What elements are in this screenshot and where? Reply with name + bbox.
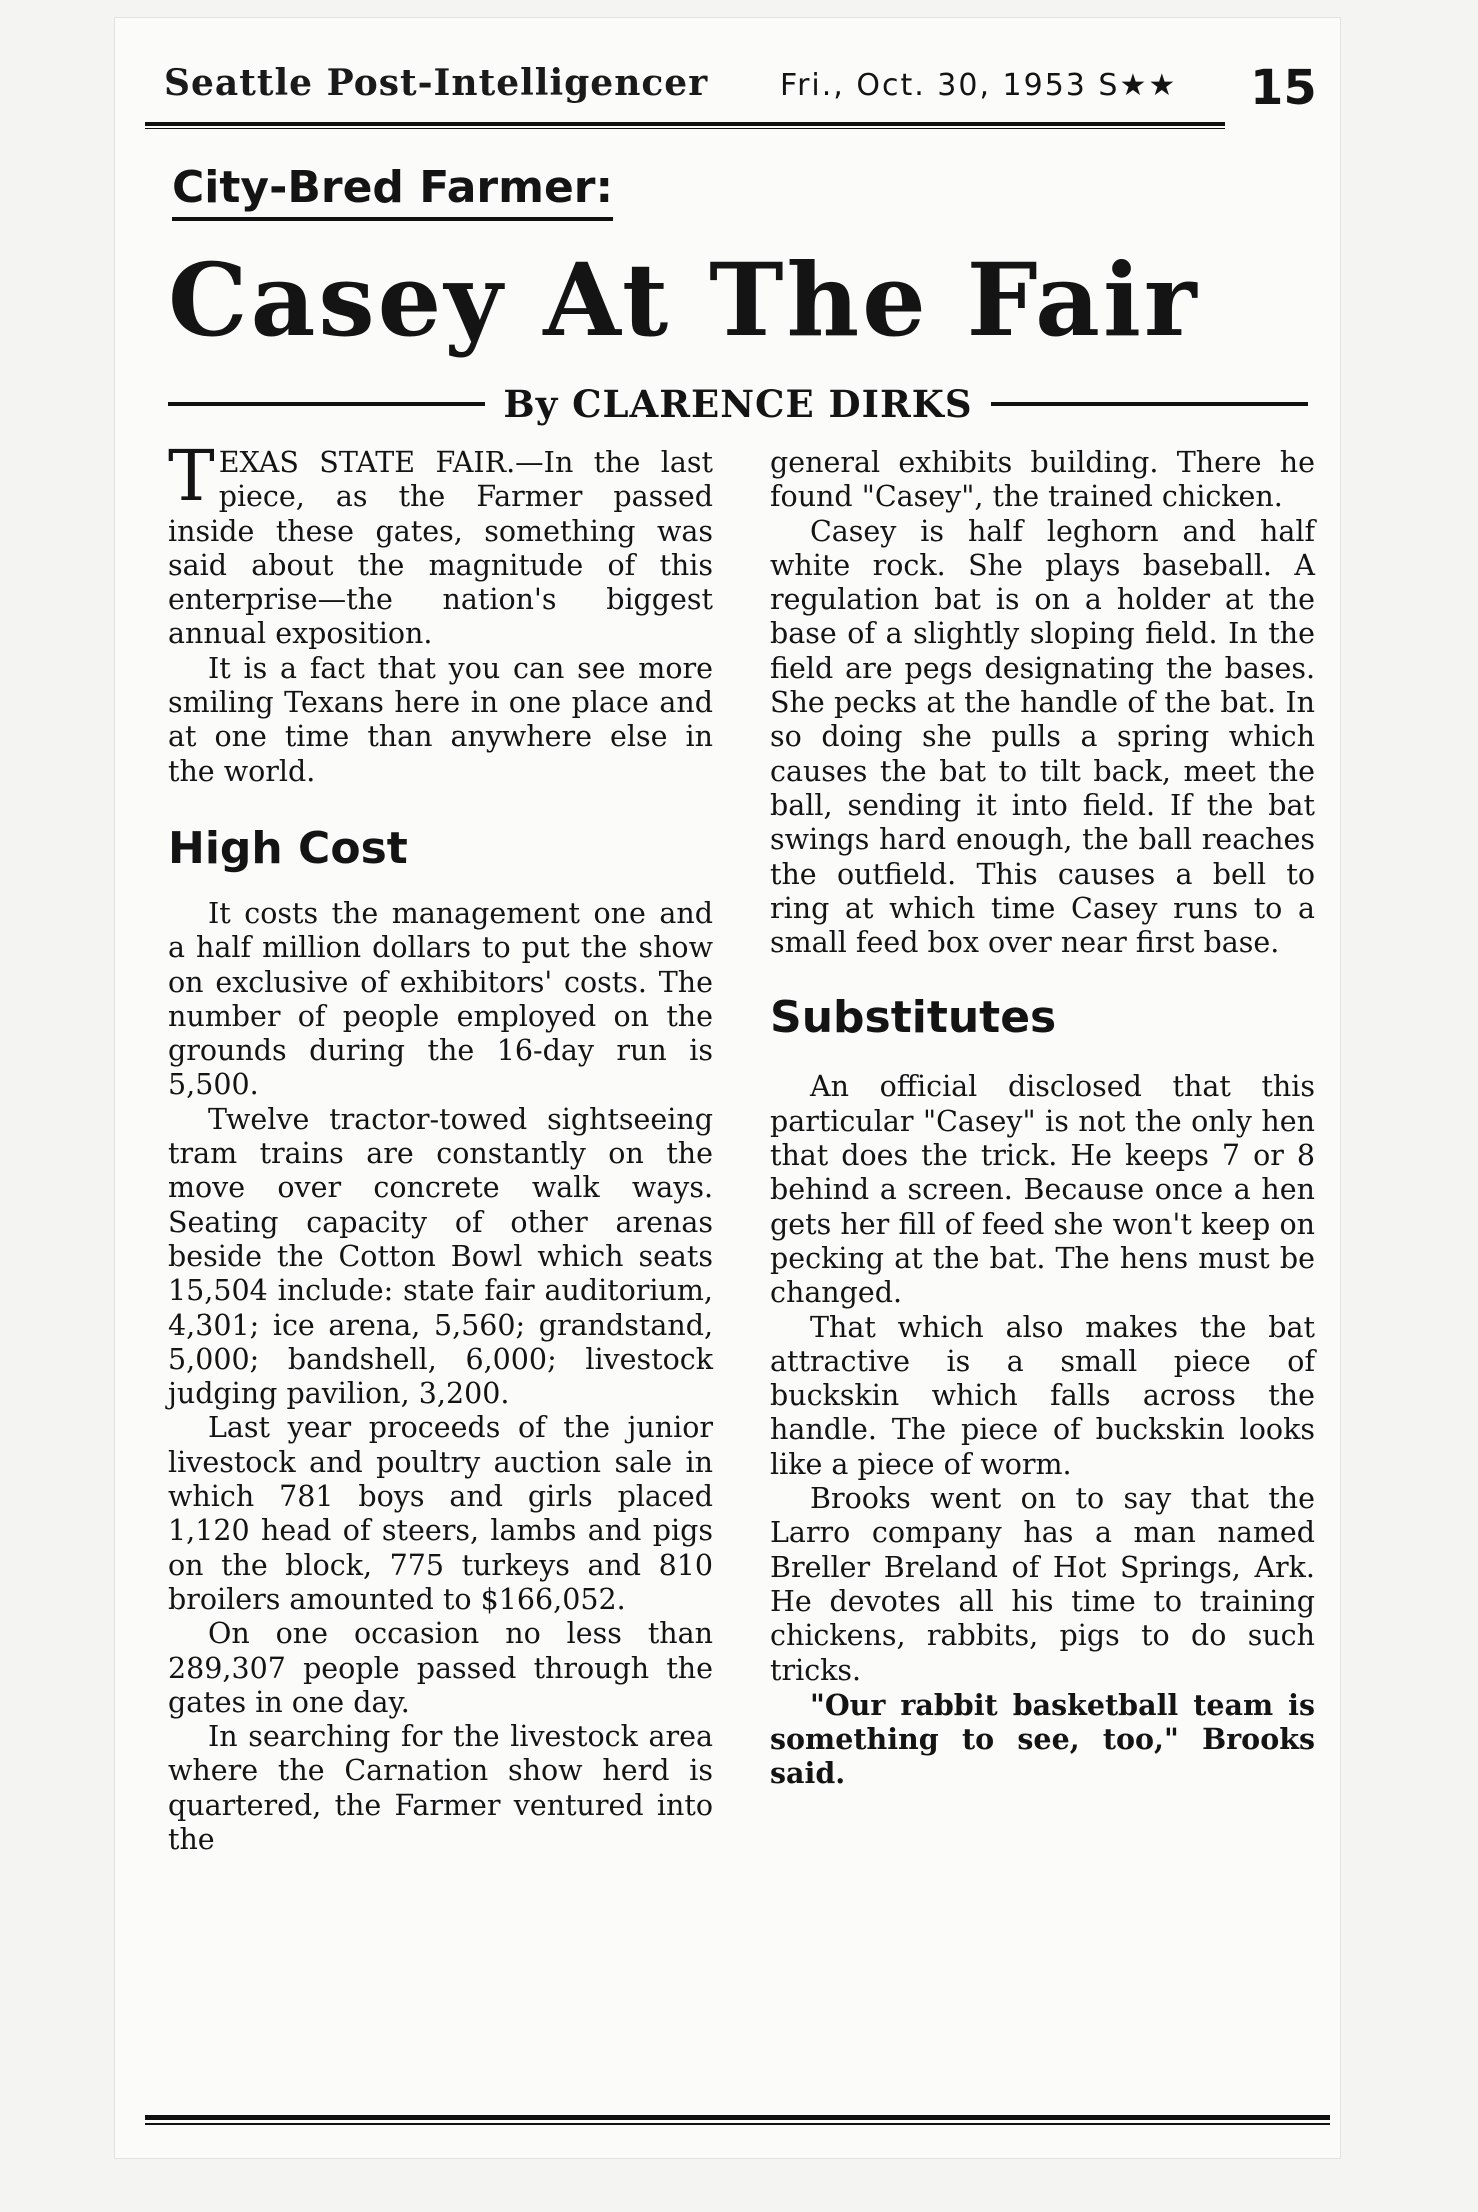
paragraph: It is a fact that you can see more smiling Texans here in one place and at one time than anywhere else in the world. bbox=[168, 651, 713, 788]
paragraph: In searching for the livestock area where the Carnation show herd is quartered, the Farmer ventured into the bbox=[168, 1720, 713, 1856]
bottom-rule bbox=[145, 2115, 1330, 2125]
paragraph: On one occasion no less than 289,307 people passed through the gates in one day. bbox=[168, 1617, 713, 1719]
closing-quote: "Our rabbit basketball team is something to see, too," Brooks said. bbox=[770, 1687, 1315, 1791]
newspaper-name: Seattle Post-Intelligencer bbox=[164, 62, 709, 104]
article-headline: Casey At The Fair bbox=[168, 241, 1200, 359]
byline-rule-right bbox=[991, 402, 1308, 406]
paragraph: general exhibits building. There he found "Casey", the trained chicken. bbox=[770, 446, 1315, 514]
article-column-left bbox=[168, 435, 713, 1857]
drop-cap: T bbox=[168, 435, 215, 517]
masthead-rule bbox=[145, 122, 1225, 129]
masthead bbox=[160, 58, 1317, 118]
subhead-substitutes: Substitutes bbox=[770, 992, 1057, 1044]
paragraph: That which also makes the bat attractive is a small piece of buckskin which falls across the handle. The piece of buckskin looks like a piece of worm. bbox=[770, 1310, 1315, 1481]
paragraph: Brooks went on to say that the Larro company has a man named Breller Breland of Hot Springs, Ark. He devotes all his time to training chickens, rabbits, pigs to do such tricks. bbox=[770, 1482, 1315, 1687]
byline-rule-left bbox=[168, 402, 485, 406]
paragraph: It costs the management one and a half million dollars to put the show on exclusive of exhibitors' costs. The number of people employed on the grounds during the 16-day run is 5,500. bbox=[168, 896, 713, 1102]
dateline: Fri., Oct. 30, 1953 S★★ bbox=[780, 68, 1178, 103]
article-kicker: City-Bred Farmer: bbox=[172, 162, 613, 221]
paragraph: Twelve tractor-towed sightseeing tram trains are constantly on the move over concrete walk ways. Seating capacity of other arenas beside the Cotton Bowl which seats 15,504 include: state fair auditorium, 4,301; ice arena, 5,560; grandstand, 5,000; bandshell, 6,000; livestock judging pavilion, 3,200. bbox=[168, 1102, 713, 1411]
paragraph: An official disclosed that this particular "Casey" is not the only hen that does the trick. He keeps 7 or 8 behind a screen. Because once a hen gets her fill of feed she won't keep on pecking at the bat. The hens must be changed. bbox=[770, 1070, 1315, 1310]
byline: By CLARENCE DIRKS bbox=[503, 382, 973, 426]
paragraph: Casey is half leghorn and half white rock. She plays baseball. A regulation bat is on a holder at the base of a slightly sloping field. In the field are pegs designating the bases. She pecks at the handle of the bat. In so doing she pulls a spring which causes the bat to tilt back, meet the ball, sending it into field. If the bat swings hard enough, the ball reaches the outfield. This causes a bell to ring at which time Casey runs to a small feed box over near first base. bbox=[770, 514, 1315, 960]
subhead-high-cost: High Cost bbox=[168, 822, 408, 874]
page-number: 15 bbox=[1250, 60, 1317, 116]
paragraph: TEXAS STATE FAIR.—In the last piece, as the Farmer passed inside these gates, something was said about the magnitude of this enterprise—the nation's biggest annual exposition. bbox=[168, 435, 713, 651]
paragraph: Last year proceeds of the junior livestock and poultry auction sale in which 781 boys and girls placed 1,120 head of steers, lambs and pigs on the block, 775 turkeys and 810 broilers amounted to $166,052. bbox=[168, 1411, 713, 1616]
byline-row bbox=[168, 382, 1308, 426]
article-column-right bbox=[770, 446, 1315, 1791]
